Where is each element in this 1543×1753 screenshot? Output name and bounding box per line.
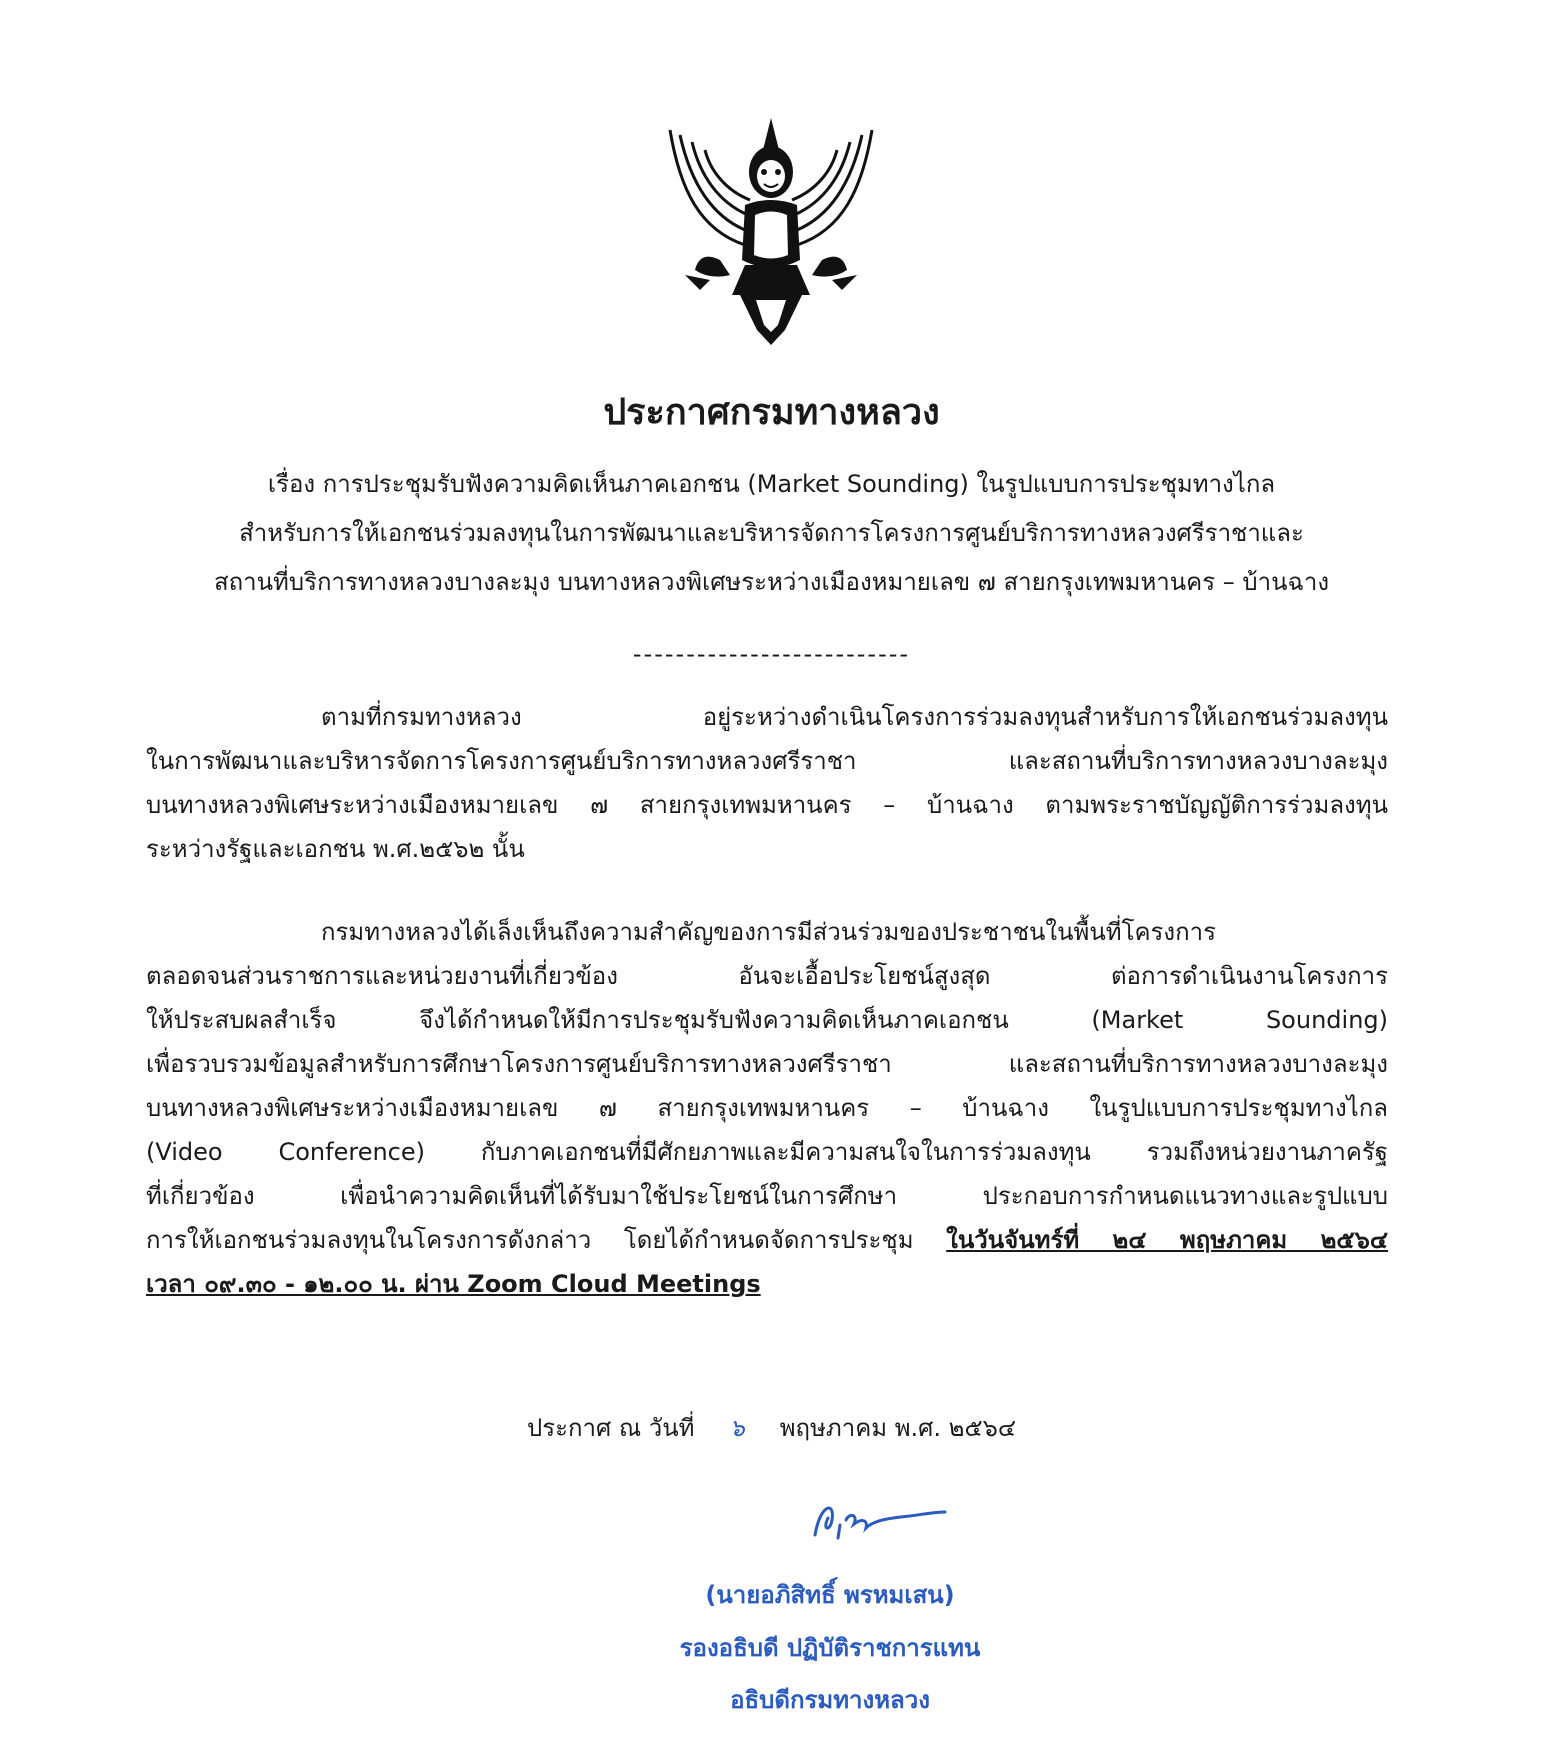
paragraph-line — [146, 1262, 1388, 1306]
paragraph-line — [146, 1218, 1388, 1262]
meeting-intro-text: การให้เอกชนร่วมลงทุนในโครงการดังกล่าว โดยได้กำหนดจัดการประชุม — [146, 1226, 947, 1254]
signer-organization: อธิบดีกรมทางหลวง — [730, 1686, 930, 1714]
subject-line: สถานที่บริการทางหลวงบางละมุง บนทางหลวงพิเศษระหว่างเมืองหมายเลข ๗ สายกรุงเทพมหานคร – บ้านฉาง — [213, 568, 1330, 596]
handwritten-day: ๖ — [729, 1414, 745, 1442]
paragraph-line: ให้ประสบผลสำเร็จ จึงได้กำหนดให้มีการประชุมรับฟังความคิดเห็นภาคเอกชน (Market Sounding) — [146, 1006, 1388, 1034]
announcement-date — [0, 1408, 1543, 1447]
handwritten-signature-icon — [810, 1490, 950, 1545]
paragraph-line: ที่เกี่ยวข้อง เพื่อนำความคิดเห็นที่ได้รับมาใช้ประโยชน์ในการศึกษา ประกอบการกำหนดแนวทางและรูปแบบ — [146, 1182, 1388, 1210]
subject-line: เรื่อง การประชุมรับฟังความคิดเห็นภาคเอกชน (Market Sounding) ในรูปแบบการประชุมทางไกล — [267, 470, 1276, 498]
paragraph-line: บนทางหลวงพิเศษระหว่างเมืองหมายเลข ๗ สายกรุงเทพมหานคร – บ้านฉาง ตามพระราชบัญญัติการร่วมลงทุน — [146, 791, 1388, 819]
garuda-emblem-icon — [660, 110, 882, 350]
paragraph-line: เพื่อรวบรวมข้อมูลสำหรับการศึกษาโครงการศูนย์บริการทางหลวงศรีราชา และสถานที่บริการทางหลวงบางละมุง — [146, 1050, 1388, 1078]
date-suffix: พฤษภาคม พ.ศ. ๒๕๖๔ — [779, 1414, 1017, 1442]
paragraph-2 — [146, 910, 1388, 1306]
subject-block — [140, 460, 1403, 607]
subject-line: สำหรับการให้เอกชนร่วมลงทุนในการพัฒนาและบริหารจัดการโครงการศูนย์บริการทางหลวงศรีราชาและ — [239, 519, 1304, 547]
date-prefix: ประกาศ ณ วันที่ — [526, 1414, 695, 1442]
paragraph-1 — [146, 695, 1388, 871]
signer-position: รองอธิบดี ปฏิบัติราชการแทน — [679, 1634, 981, 1662]
paragraph-line: บนทางหลวงพิเศษระหว่างเมืองหมายเลข ๗ สายกรุงเทพมหานคร – บ้านฉาง ในรูปแบบการประชุมทางไกล — [146, 1094, 1388, 1122]
paragraph-line: ตามที่กรมทางหลวง อยู่ระหว่างดำเนินโครงการร่วมลงทุนสำหรับการให้เอกชนร่วมลงทุน — [321, 703, 1388, 731]
section-divider: -------------------------- — [632, 640, 911, 668]
page-title: ประกาศกรมทางหลวง — [603, 392, 940, 433]
meeting-date: ในวันจันทร์ที่ ๒๔ พฤษภาคม ๒๕๖๔ — [946, 1226, 1388, 1254]
signer-name: (นายอภิสิทธิ์ พรหมเสน) — [705, 1581, 955, 1609]
paragraph-line: ตลอดจนส่วนราชการและหน่วยงานที่เกี่ยวข้อง อันจะเอื้อประโยชน์สูงสุด ต่อการดำเนินงานโครงการ — [146, 962, 1388, 990]
paragraph-line: (Video Conference) กับภาคเอกชนที่มีศักยภาพและมีความสนใจในการร่วมลงทุน รวมถึงหน่วยงานภาครัฐ — [146, 1138, 1388, 1166]
paragraph-line: กรมทางหลวงได้เล็งเห็นถึงความสำคัญของการมีส่วนร่วมของประชาชนในพื้นที่โครงการ — [321, 918, 1217, 946]
paragraph-line: ระหว่างรัฐและเอกชน พ.ศ.๒๕๖๒ นั้น — [146, 835, 525, 863]
paragraph-line: ในการพัฒนาและบริหารจัดการโครงการศูนย์บริการทางหลวงศรีราชา และสถานที่บริการทางหลวงบางละมุง — [146, 747, 1388, 775]
meeting-time-platform: เวลา ๐๙.๓๐ - ๑๒.๐๐ น. ผ่าน Zoom Cloud Meetings — [146, 1270, 761, 1298]
